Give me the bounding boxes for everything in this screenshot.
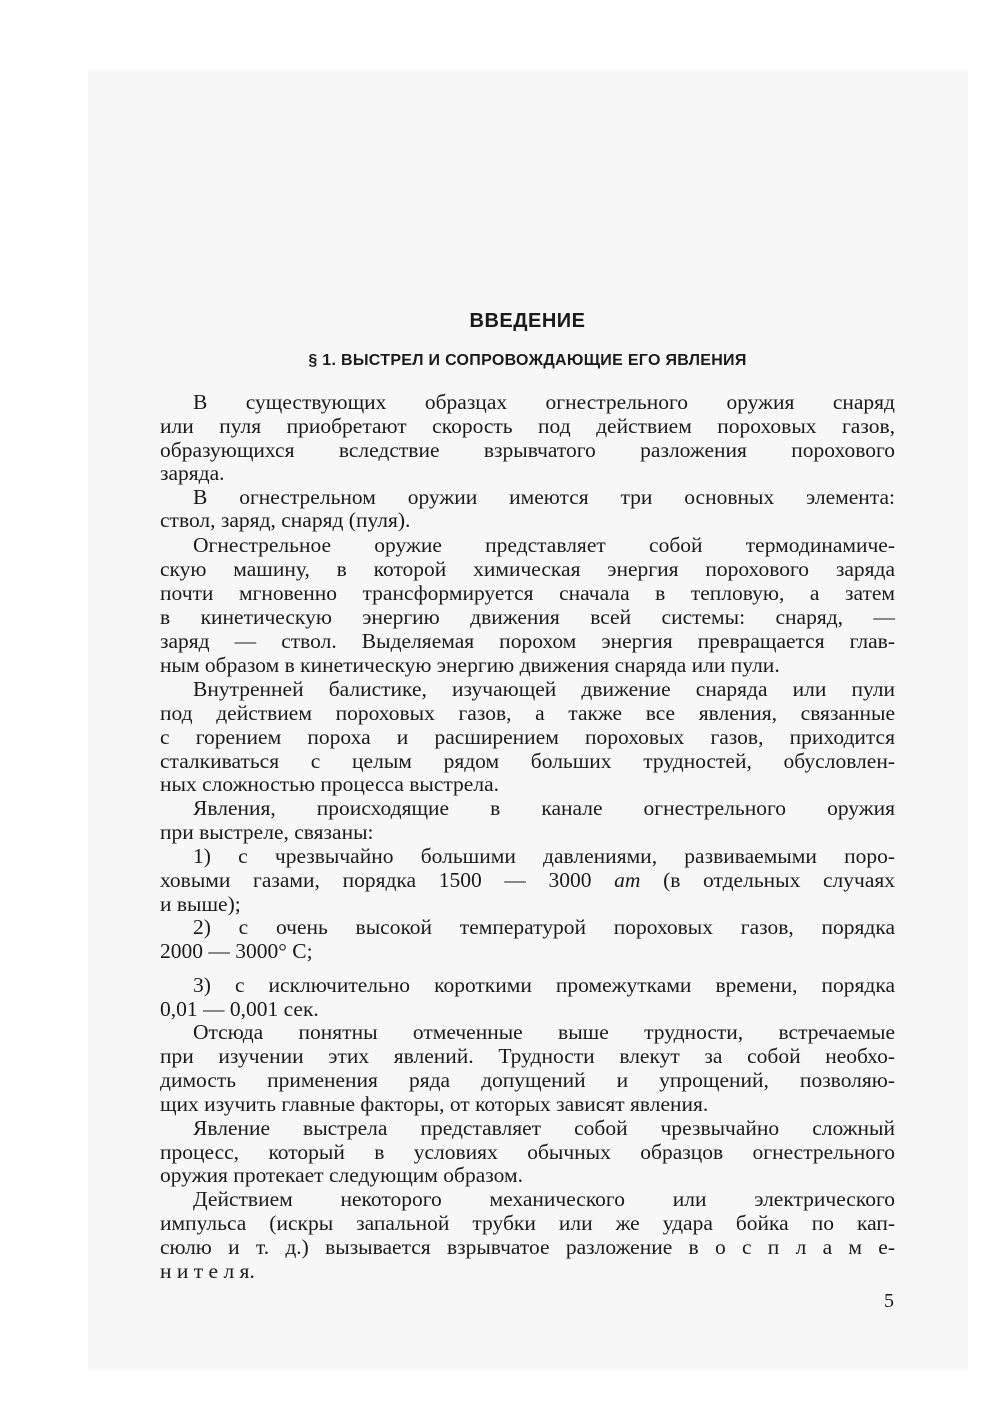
text-line: почти мгновенно трансформируется сначала в тепловую, а затем bbox=[160, 581, 895, 605]
text-line: димость применения ряда допущений и упрощений, позволяю- bbox=[160, 1068, 895, 1092]
text-line: 2) с очень высокой температурой пороховых газов, порядка bbox=[193, 915, 895, 939]
text-line: щих изучить главные факторы, от которых зависят явления. bbox=[160, 1092, 709, 1116]
text-line: н и т е л я. bbox=[160, 1259, 255, 1283]
text-line: оружия протекает следующим образом. bbox=[160, 1163, 523, 1187]
text-line: под действием пороховых газов, а также все явления, связанные bbox=[160, 701, 895, 725]
text-line: в кинетическую энергию движения всей системы: снаряд, — bbox=[160, 605, 895, 629]
text-line: В огнестрельном оружии имеются три основных элемента: bbox=[193, 485, 895, 509]
text-line: Внутренней балистике, изучающей движение снаряда или пули bbox=[193, 677, 895, 701]
text-line: и выше); bbox=[160, 892, 241, 916]
text-line: скую машину, в которой химическая энергия порохового заряда bbox=[160, 557, 895, 581]
text-line: ховыми газами, порядка 1500 — 3000 ат (в отдельных случаях bbox=[160, 868, 895, 892]
text-line: 3) с исключительно короткими промежутками времени, порядка bbox=[193, 973, 895, 997]
text-line: заряд — ствол. Выделяемая порохом энергия превращается глав- bbox=[160, 629, 895, 653]
text-line: 0,01 — 0,001 сек. bbox=[160, 997, 319, 1021]
text-line: образующихся вследствие взрывчатого разложения порохового bbox=[160, 438, 895, 462]
text-line: сюлю и т. д.) вызывается взрывчатое разложение в о с п л а м е- bbox=[160, 1235, 895, 1259]
text-line: Действием некоторого механического или электрического bbox=[193, 1187, 895, 1211]
section-heading: § 1. ВЫСТРЕЛ И СОПРОВОЖДАЮЩИЕ ЕГО ЯВЛЕНИЯ bbox=[308, 352, 747, 369]
text-line: заряда. bbox=[160, 461, 225, 485]
page-number: 5 bbox=[884, 1290, 894, 1312]
text-line: ных сложностью процесса выстрела. bbox=[160, 772, 499, 796]
text-line: В существующих образцах огнестрельного оружия снаряд bbox=[193, 390, 895, 414]
text-line: процесс, который в условиях обычных образцов огнестрельного bbox=[160, 1140, 895, 1164]
text-line: 2000 — 3000° С; bbox=[160, 939, 313, 963]
text-line: или пуля приобретают скорость под действием пороховых газов, bbox=[160, 414, 895, 438]
text-line: сталкиваться с целым рядом больших трудностей, обусловлен- bbox=[160, 749, 895, 773]
text-line: ным образом в кинетическую энергию движения снаряда или пули. bbox=[160, 653, 780, 677]
text-line: импульса (искры запальной трубки или же удара бойка по кап- bbox=[160, 1211, 895, 1235]
text-line: 1) с чрезвычайно большими давлениями, развиваемыми поро- bbox=[193, 844, 895, 868]
text-line: Огнестрельное оружие представляет собой термодинамиче- bbox=[193, 533, 895, 557]
text-line: Явления, происходящие в канале огнестрельного оружия bbox=[193, 796, 895, 820]
page-title: ВВЕДЕНИЕ bbox=[469, 310, 586, 332]
text-line: при изучении этих явлений. Трудности влекут за собой необхо- bbox=[160, 1044, 895, 1068]
text-line: Отсюда понятны отмеченные выше трудности, встречаемые bbox=[193, 1020, 895, 1044]
text-line: с горением пороха и расширением пороховых газов, приходится bbox=[160, 725, 895, 749]
text-line: Явление выстрела представляет собой чрезвычайно сложный bbox=[193, 1116, 895, 1140]
text-line: при выстреле, связаны: bbox=[160, 820, 374, 844]
text-line: ствол, заряд, снаряд (пуля). bbox=[160, 508, 411, 532]
